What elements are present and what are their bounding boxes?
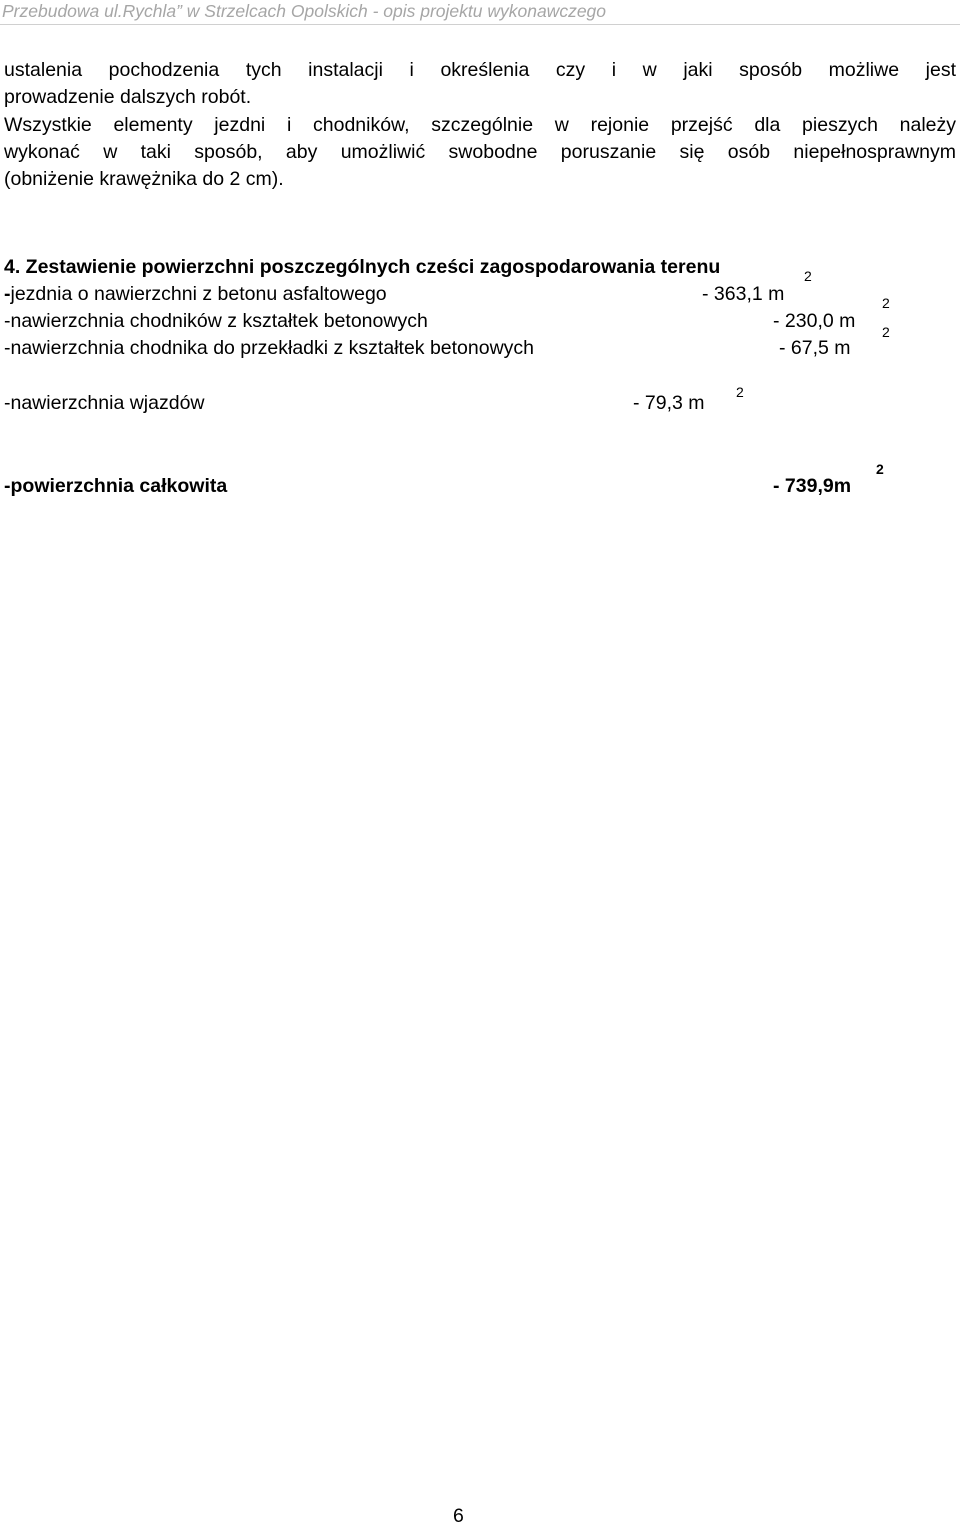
running-header: Przebudowa ul.Rychla” w Strzelcach Opolskich - opis projektu wykonawczego [2, 1, 607, 21]
row-value: - 79,3 m [633, 392, 705, 414]
row-value: - 230,0 m [773, 310, 856, 332]
row-prefix: - [4, 283, 11, 305]
paragraph-continuation [4, 57, 956, 111]
paragraph-accessibility [4, 112, 956, 193]
area-total-value: - 739,9m [773, 475, 852, 497]
paragraph-line: Wszystkie elementy jezdni i chodników, szczególnie w rejonie przejść dla pieszych należy [4, 114, 956, 136]
paragraph-line: (obniżenie krawężnika do 2 cm). [4, 168, 284, 190]
row-value: - 67,5 m [779, 337, 851, 359]
row-exponent: 2 [736, 384, 744, 400]
area-row-sidewalks: -nawierzchnia chodników z kształtek betonowych [4, 310, 428, 332]
row-exponent: 2 [876, 461, 884, 477]
paragraph-line: wykonać w taki sposób, aby umożliwić swobodne poruszanie się osób niepełnosprawnym [4, 141, 956, 163]
row-value: - 363,1 m [702, 283, 785, 305]
heading-unit-exponent: 2 [804, 268, 812, 284]
area-row-driveways: -nawierzchnia wjazdów [4, 392, 205, 414]
row-exponent: 2 [882, 324, 890, 340]
area-row-sidewalk-relay: -nawierzchnia chodnika do przekładki z kształtek betonowych [4, 337, 535, 359]
row-label: jezdnia o nawierzchni z betonu asfaltowego [10, 283, 387, 305]
row-exponent: 2 [882, 295, 890, 311]
page-number: 6 [453, 1505, 464, 1527]
paragraph-line: ustalenia pochodzenia tych instalacji i określenia czy i w jaki sposób możliwe jest [4, 59, 956, 81]
area-total-label: -powierzchnia całkowita [4, 475, 228, 497]
area-row-road [4, 282, 387, 306]
section-heading: 4. Zestawienie powierzchni poszczególnych cześci zagospodarowania terenu [4, 256, 721, 278]
header-divider [0, 24, 960, 25]
paragraph-line: prowadzenie dalszych robót. [4, 86, 252, 108]
